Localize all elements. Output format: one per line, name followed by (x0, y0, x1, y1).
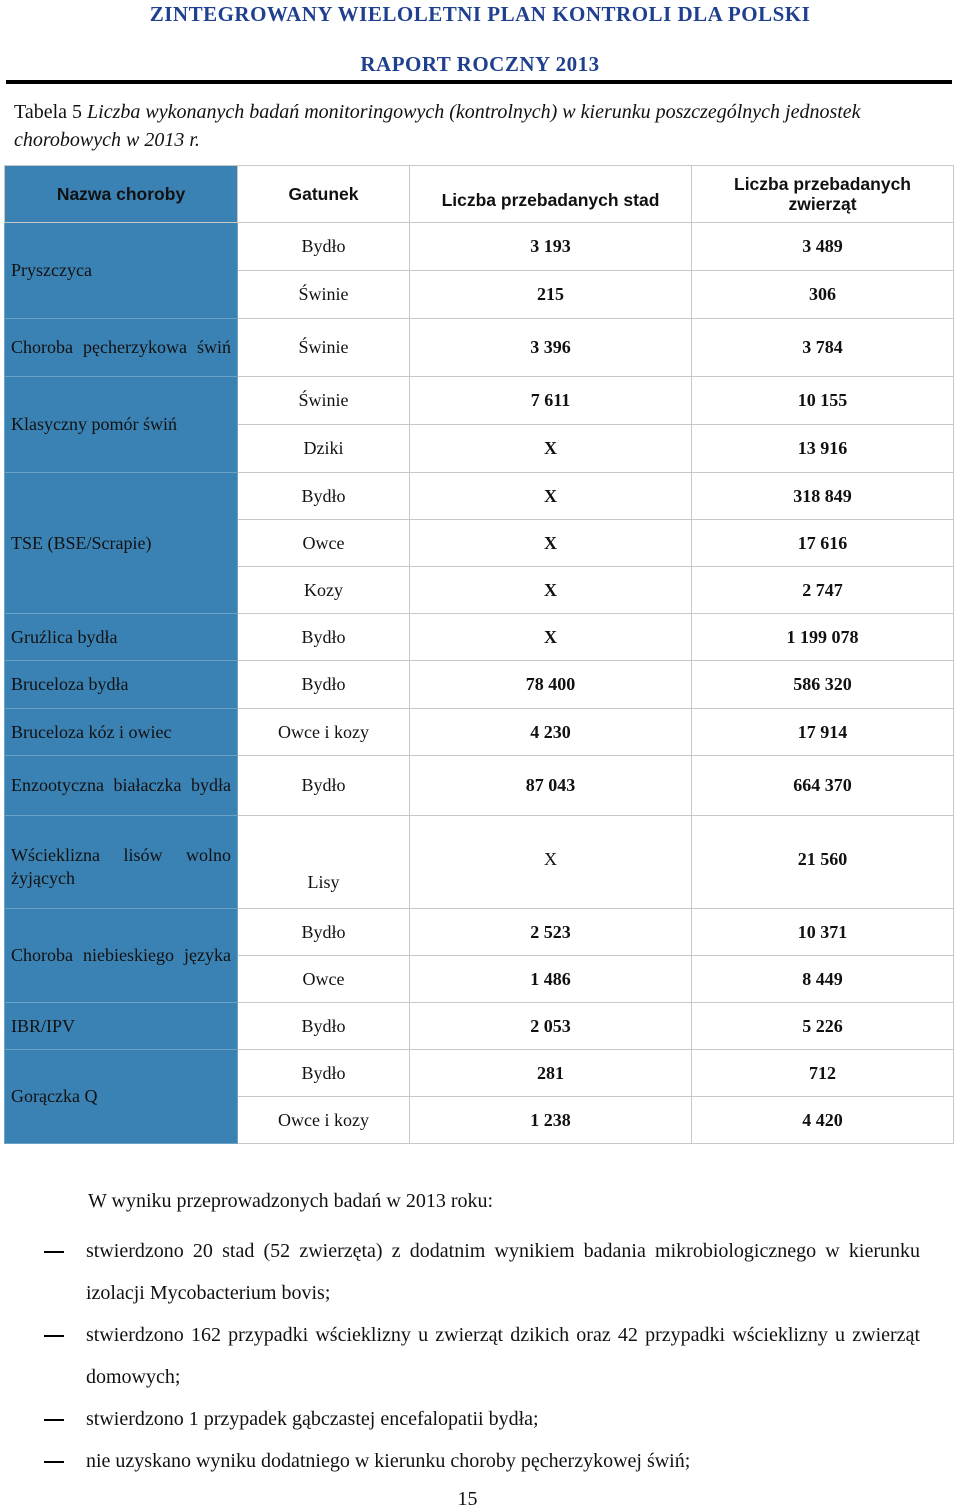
herds-cell: X (410, 567, 692, 614)
table-row (5, 816, 954, 909)
table-row (5, 319, 954, 377)
animals-cell: 586 320 (692, 661, 954, 709)
disease-cell: Choroba pęcherzykowa świń (5, 319, 238, 377)
dash-bullet-icon (44, 1335, 64, 1337)
column-header-disease: Nazwa choroby (5, 166, 238, 223)
animals-cell: 8 449 (692, 956, 954, 1003)
disease-cell: Gorączka Q (5, 1050, 238, 1144)
herds-cell: 1 238 (410, 1097, 692, 1144)
animals-cell: 17 616 (692, 520, 954, 567)
table-row (5, 756, 954, 816)
herds-cell: 3 396 (410, 319, 692, 377)
table-row (5, 909, 954, 956)
species-cell: Bydło (238, 614, 410, 661)
dash-bullet-icon (44, 1251, 64, 1253)
herds-cell: 78 400 (410, 661, 692, 709)
animals-cell: 10 371 (692, 909, 954, 956)
table-row (5, 1003, 954, 1050)
dash-bullet-icon (44, 1461, 64, 1463)
species-cell: Dziki (238, 425, 410, 473)
species-cell: Świnie (238, 271, 410, 319)
disease-cell: TSE (BSE/Scrapie) (5, 473, 238, 614)
animals-cell: 2 747 (692, 567, 954, 614)
list-item (44, 1440, 920, 1482)
list-item (44, 1398, 920, 1440)
animals-cell: 4 420 (692, 1097, 954, 1144)
report-header-subtitle: RAPORT ROCZNY 2013 (360, 52, 600, 76)
animals-cell: 3 784 (692, 319, 954, 377)
column-header-herds: Liczba przebadanych stad (410, 166, 692, 223)
table-row (5, 473, 954, 520)
disease-cell: Wścieklizna lisów wolno żyjących (5, 816, 238, 909)
animals-cell: 3 489 (692, 223, 954, 271)
caption-prefix: Tabela 5 (14, 101, 88, 123)
species-cell: Owce (238, 520, 410, 567)
results-list (44, 1230, 920, 1482)
species-cell: Świnie (238, 319, 410, 377)
species-cell: Owce i kozy (238, 709, 410, 756)
species-cell: Bydło (238, 223, 410, 271)
disease-cell: Enzootyczna białaczka bydła (5, 756, 238, 816)
monitoring-table (4, 165, 954, 1144)
animals-cell: 17 914 (692, 709, 954, 756)
disease-cell: Pryszczyca (5, 223, 238, 319)
herds-cell: 281 (410, 1050, 692, 1097)
species-cell: Bydło (238, 756, 410, 816)
disease-cell: Bruceloza kóz i owiec (5, 709, 238, 756)
column-header-species: Gatunek (238, 166, 410, 223)
animals-cell: 13 916 (692, 425, 954, 473)
table-row (5, 377, 954, 425)
herds-cell: X (410, 425, 692, 473)
table-row (5, 614, 954, 661)
animals-cell: 664 370 (692, 756, 954, 816)
species-cell: Kozy (238, 567, 410, 614)
species-cell: Lisy (238, 816, 410, 909)
list-item-text: stwierdzono 1 przypadek gąbczastej encefalopatii bydła; (86, 1408, 539, 1430)
disease-cell: Choroba niebieskiego języka (5, 909, 238, 1003)
column-header-animals: Liczba przebadanych zwierząt (692, 166, 954, 223)
herds-cell: 4 230 (410, 709, 692, 756)
report-header-title: ZINTEGROWANY WIELOLETNI PLAN KONTROLI DLA POLSKI (149, 2, 811, 26)
herds-cell: 2 053 (410, 1003, 692, 1050)
species-cell: Bydło (238, 1003, 410, 1050)
animals-cell: 21 560 (692, 816, 954, 909)
animals-cell: 5 226 (692, 1003, 954, 1050)
disease-cell: Klasyczny pomór świń (5, 377, 238, 473)
herds-cell: 1 486 (410, 956, 692, 1003)
dash-bullet-icon (44, 1419, 64, 1421)
header-divider (6, 80, 952, 84)
table-caption (14, 98, 914, 154)
animals-cell: 1 199 078 (692, 614, 954, 661)
herds-cell: X (410, 520, 692, 567)
species-cell: Bydło (238, 909, 410, 956)
list-item-text: stwierdzono 20 stad (52 zwierzęta) z dodatnim wynikiem badania mikrobiologicznego w kierunku izolacji Mycobacterium bovis; (86, 1240, 920, 1304)
herds-cell: 3 193 (410, 223, 692, 271)
table-row (5, 223, 954, 271)
animals-cell: 10 155 (692, 377, 954, 425)
disease-cell: Gruźlica bydła (5, 614, 238, 661)
herds-cell: 87 043 (410, 756, 692, 816)
species-cell: Bydło (238, 661, 410, 709)
table-row (5, 661, 954, 709)
species-cell: Bydło (238, 1050, 410, 1097)
herds-cell: 2 523 (410, 909, 692, 956)
species-cell: Owce i kozy (238, 1097, 410, 1144)
list-item-text: nie uzyskano wyniku dodatniego w kierunku choroby pęcherzykowej świń; (86, 1450, 691, 1472)
herds-cell: X (410, 614, 692, 661)
disease-cell: Bruceloza bydła (5, 661, 238, 709)
page-number: 15 (457, 1488, 478, 1510)
results-intro: W wyniku przeprowadzonych badań w 2013 roku: (88, 1190, 494, 1212)
animals-cell: 712 (692, 1050, 954, 1097)
herds-cell: 7 611 (410, 377, 692, 425)
species-cell: Owce (238, 956, 410, 1003)
animals-cell: 318 849 (692, 473, 954, 520)
table-header-row (5, 166, 954, 223)
list-item (44, 1230, 920, 1314)
herds-cell: X (410, 816, 692, 909)
disease-cell: IBR/IPV (5, 1003, 238, 1050)
list-item (44, 1314, 920, 1398)
species-cell: Świnie (238, 377, 410, 425)
table-row (5, 1050, 954, 1097)
herds-cell: X (410, 473, 692, 520)
caption-text: Liczba wykonanych badań monitoringowych (kontrolnych) w kierunku poszczególnych jednostek chorobowych w 2013 r. (14, 101, 861, 151)
animals-cell: 306 (692, 271, 954, 319)
species-cell: Bydło (238, 473, 410, 520)
table-row (5, 709, 954, 756)
herds-cell: 215 (410, 271, 692, 319)
list-item-text: stwierdzono 162 przypadki wścieklizny u zwierząt dzikich oraz 42 przypadki wścieklizny u zwierząt domowych; (86, 1324, 920, 1388)
